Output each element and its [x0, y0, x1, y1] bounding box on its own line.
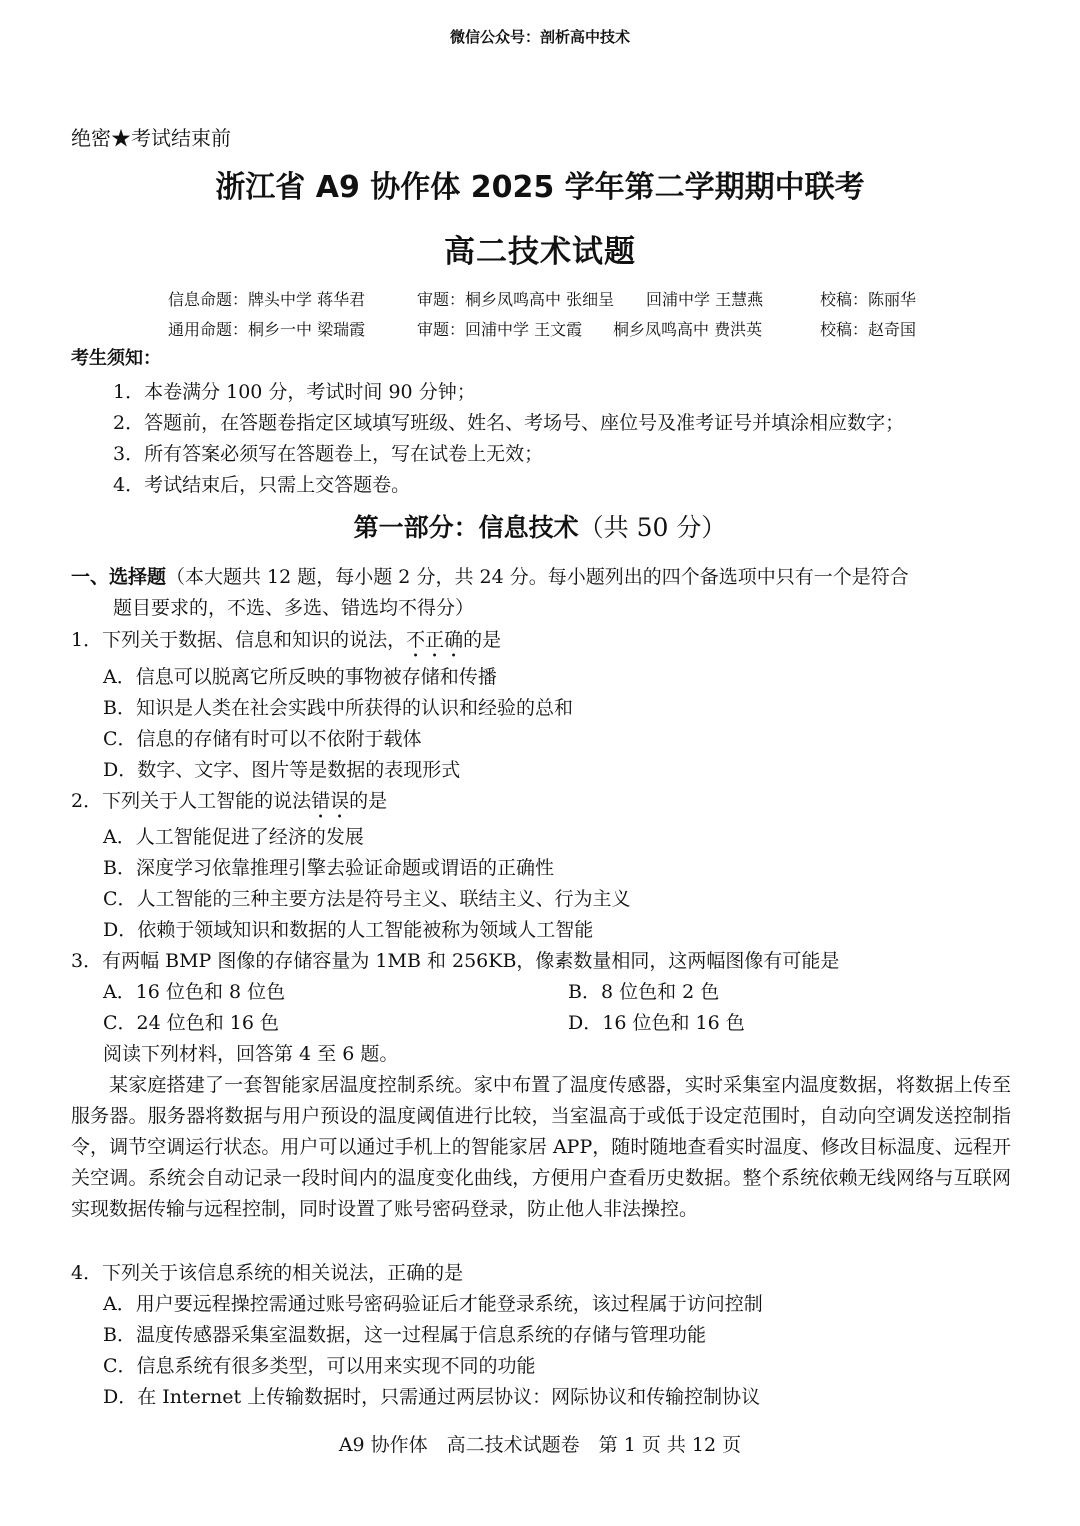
option-d: D．在 Internet 上传输数据时，只需通过两层协议：网际协议和传输控制协议 [103, 1386, 761, 1408]
section-desc: （本大题共 12 题，每小题 2 分，共 24 分。每小题列出的四个备选项中只有一个是符合 [166, 566, 909, 588]
credit-general-author: 通用命题：桐乡一中 梁瑞霞 [168, 320, 366, 339]
option-c: C．24 位色和 16 色 [103, 1012, 280, 1034]
option-d: D．数字、文字、图片等是数据的表现形式 [103, 759, 461, 781]
question-2 [71, 786, 387, 823]
notice-item: 1．本卷满分 100 分，考试时间 90 分钟； [113, 381, 476, 403]
part-title-score: （共 50 分） [578, 513, 727, 542]
reading-material: 某家庭搭建了一套智能家居温度控制系统。家中布置了温度传感器，实时采集室内温度数据，将数据上传至服务器。服务器将数据与用户预设的温度阈值进行比较，当室温高于或低于设定范围时，自动向空调发送控制指令，调节空调运行状态。用户可以通过手机上的智能家居 APP，随时随地查看实时温度、修改目标温度、远程开关空调。系统会自动记录一段时间内的温度变化曲线，方便用户查看历史数据。整个系统依赖无线网络与互联网实现数据传输与远程控制，同时设置了账号密码登录，防止他人非法操控。 [71, 1074, 1011, 1220]
option-a: A．16 位色和 8 位色 [103, 981, 286, 1003]
option-c: C．人工智能的三种主要方法是符号主义、联结主义、行为主义 [103, 888, 631, 910]
section-header [71, 562, 909, 589]
question-3: 3．有两幅 BMP 图像的存储容量为 1MB 和 256KB，像素数量相同，这两幅图像有可能是 [71, 950, 840, 972]
credit-general-reviewer-1: 审题：回浦中学 王文霞 [417, 320, 583, 339]
option-b: B．知识是人类在社会实践中所获得的认识和经验的总和 [103, 697, 573, 719]
question-stem-end: 的是 [349, 790, 388, 812]
option-b: B．深度学习依靠推理引擎去验证命题或谓语的正确性 [103, 857, 554, 879]
secret-label: 绝密★考试结束前 [71, 126, 231, 150]
option-d: D．依赖于领域知识和数据的人工智能被称为领域人工智能 [103, 919, 594, 941]
emphasis-word: 不正确 [406, 629, 464, 651]
credit-info-author: 信息命题：牌头中学 蒋华君 [168, 290, 366, 309]
part-title [0, 508, 1080, 544]
credit-info-proof: 校稿：陈丽华 [820, 290, 917, 309]
notice-item: 4．考试结束后，只需上交答题卷。 [113, 474, 411, 496]
option-d: D．16 位色和 16 色 [568, 1012, 745, 1034]
part-title-main: 第一部分：信息技术 [353, 513, 579, 542]
emphasis-word: 错误 [311, 790, 350, 812]
question-1 [71, 625, 501, 662]
wechat-header: 微信公众号：剖析高中技术 [449, 28, 630, 46]
option-c: C．信息的存储有时可以不依附于载体 [103, 728, 422, 750]
option-a: A．用户要远程操控需通过账号密码验证后才能登录系统，该过程属于访问控制 [103, 1293, 763, 1315]
section-desc-cont: 题目要求的，不选、多选、错选均不得分） [113, 597, 475, 619]
exam-title: 浙江省 A9 协作体 2025 学年第二学期期中联考 [215, 170, 865, 205]
page-footer: A9 协作体 高二技术试题卷 第 1 页 共 12 页 [338, 1434, 742, 1456]
notice-title: 考生须知： [71, 348, 161, 369]
question-stem: 2．下列关于人工智能的说法 [71, 790, 312, 812]
question-stem: 1．下列关于数据、信息和知识的说法， [71, 629, 407, 651]
notice-item: 3．所有答案必须写在答题卷上，写在试卷上无效； [113, 443, 544, 465]
option-b: B．8 位色和 2 色 [568, 981, 720, 1003]
option-a: A．人工智能促进了经济的发展 [103, 826, 364, 848]
option-c: C．信息系统有很多类型，可以用来实现不同的功能 [103, 1355, 536, 1377]
option-b: B．温度传感器采集室温数据，这一过程属于信息系统的存储与管理功能 [103, 1324, 706, 1346]
question-4: 4．下列关于该信息系统的相关说法，正确的是 [71, 1262, 464, 1284]
credit-info-reviewer-2: 回浦中学 王慧燕 [646, 290, 764, 309]
credit-general-reviewer-2: 桐乡凤鸣高中 费洪英 [613, 320, 763, 339]
option-a: A．信息可以脱离它所反映的事物被存储和传播 [103, 666, 497, 688]
question-stem-end: 的是 [463, 629, 502, 651]
credit-info-reviewer-1: 审题：桐乡凤鸣高中 张细呈 [417, 290, 615, 309]
credit-general-proof: 校稿：赵奇国 [820, 320, 917, 339]
notice-item: 2．答题前，在答题卷指定区域填写班级、姓名、考场号、座位号及准考证号并填涂相应数字； [113, 412, 905, 434]
reading-prompt: 阅读下列材料，回答第 4 至 6 题。 [103, 1043, 399, 1065]
exam-subtitle: 高二技术试题 [444, 234, 636, 270]
section-head: 一、选择题 [71, 566, 167, 588]
